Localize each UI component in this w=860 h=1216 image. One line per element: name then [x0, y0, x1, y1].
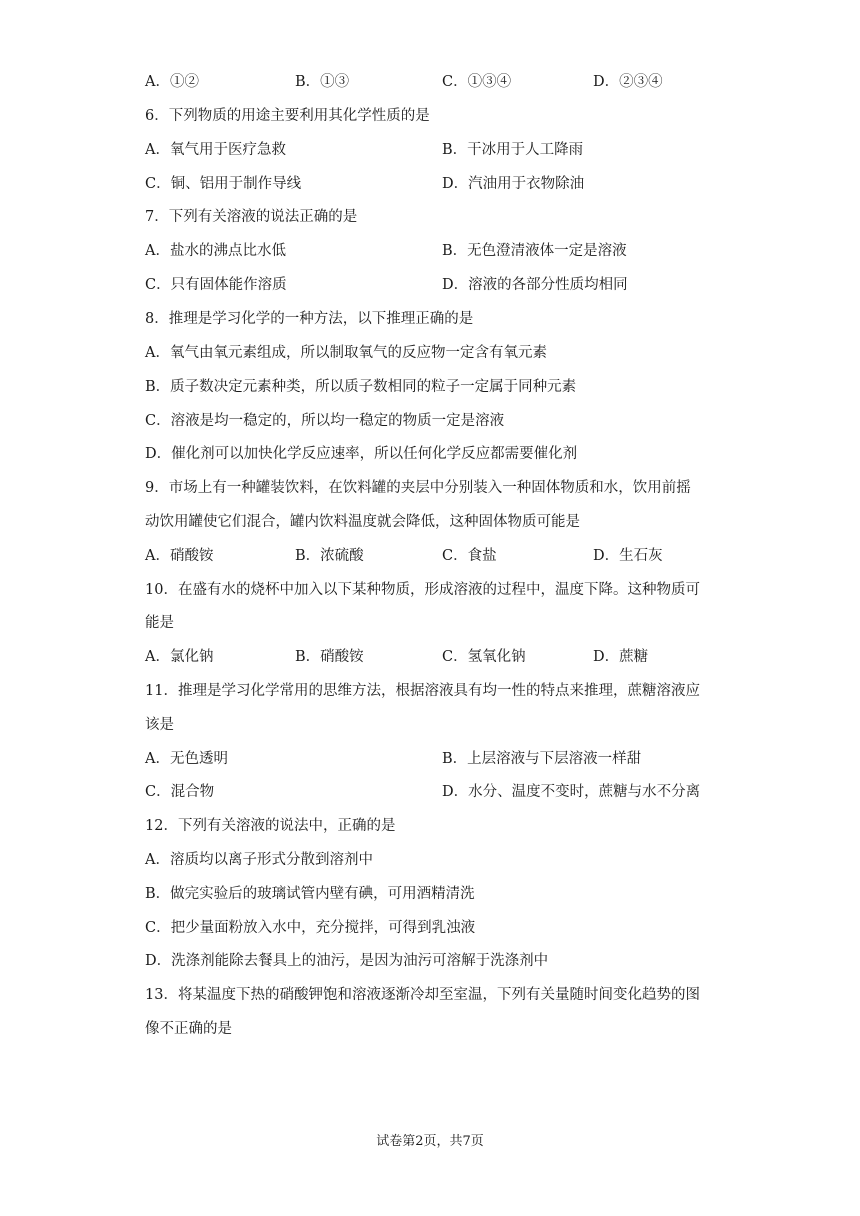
q8-option-a: A．氧气由氧元素组成，所以制取氧气的反应物一定含有氧元素 [145, 345, 547, 361]
q13-stem-line-1: 13．将某温度下热的硝酸钾饱和溶液逐渐冷却至室温，下列有关量随时间变化趋势的图 [145, 987, 700, 1003]
q11-option-b: B．上层溶液与下层溶液一样甜 [442, 751, 642, 767]
q12-option-b: B．做完实验后的玻璃试管内壁有碘，可用酒精清洗 [145, 886, 475, 902]
q9-option-d: D．生石灰 [593, 548, 663, 564]
q6-options-row-2 [145, 169, 725, 199]
q7-option-a: A．盐水的沸点比水低 [145, 243, 286, 259]
q7-stem: 7．下列有关溶液的说法正确的是 [145, 209, 358, 225]
q9-stem-line-2: 动饮用罐使它们混合，罐内饮料温度就会降低，这种固体物质可能是 [145, 514, 580, 530]
q7-option-d: D．溶液的各部分性质均相同 [442, 277, 628, 293]
q6-option-c: C．铜、铝用于制作导线 [145, 176, 302, 192]
q10-option-a: A．氯化钠 [145, 649, 214, 665]
q11-stem-line-1: 11．推理是学习化学常用的思维方法，根据溶液具有均一性的特点来推理，蔗糖溶液应 [145, 683, 700, 699]
q9-stem-line-1: 9．市场上有一种罐装饮料，在饮料罐的夹层中分别装入一种固体物质和水，饮用前摇 [145, 480, 691, 496]
q9-option-c: C．食盐 [442, 548, 497, 564]
q8-option-b: B．质子数决定元素种类，所以质子数相同的粒子一定属于同种元素 [145, 379, 577, 395]
q8-option-c: C．溶液是均一稳定的，所以均一稳定的物质一定是溶液 [145, 413, 505, 429]
q12-stem: 12．下列有关溶液的说法中，正确的是 [145, 818, 396, 834]
q7-options-row-2 [145, 270, 725, 300]
q6-stem: 6．下列物质的用途主要利用其化学性质的是 [145, 108, 430, 124]
q5-option-d: D．②③④ [593, 74, 663, 90]
q11-option-c: C．混合物 [145, 784, 215, 800]
q8-stem: 8．推理是学习化学的一种方法，以下推理正确的是 [145, 311, 474, 327]
q11-option-a: A．无色透明 [145, 751, 228, 767]
q5-option-c: C．①③④ [442, 74, 512, 90]
q10-stem-line-2: 能是 [145, 615, 174, 631]
q9-option-b: B．浓硫酸 [295, 548, 364, 564]
q10-stem-line-1: 10．在盛有水的烧杯中加入以下某种物质，形成溶液的过程中，温度下降。这种物质可 [145, 582, 700, 598]
q5-options-row [145, 67, 725, 97]
q6-option-b: B．干冰用于人工降雨 [442, 142, 584, 158]
q5-option-b: B．①③ [295, 74, 350, 90]
q11-option-d: D．水分、温度不变时，蔗糖与水不分离 [442, 784, 701, 800]
q6-options-row-1 [145, 135, 725, 165]
q9-options-row [145, 541, 725, 571]
q7-option-b: B．无色澄清液体一定是溶液 [442, 243, 627, 259]
q12-option-a: A．溶质均以离子形式分散到溶剂中 [145, 852, 373, 868]
q6-option-a: A．氧气用于医疗急救 [145, 142, 286, 158]
q11-options-row-2 [145, 777, 725, 807]
q7-option-c: C．只有固体能作溶质 [145, 277, 287, 293]
q10-option-c: C．氢氧化钠 [442, 649, 526, 665]
q5-option-a: A．①② [145, 74, 199, 90]
q11-stem-line-2: 该是 [145, 717, 174, 733]
q10-option-b: B．硝酸铵 [295, 649, 364, 665]
q12-option-d: D．洗涤剂能除去餐具上的油污，是因为油污可溶解于洗涤剂中 [145, 953, 549, 969]
page-footer: 试卷第2页，共7页 [376, 1134, 484, 1149]
q13-stem-line-2: 像不正确的是 [145, 1021, 232, 1037]
q9-option-a: A．硝酸铵 [145, 548, 214, 564]
q11-options-row-1 [145, 744, 725, 774]
q10-options-row [145, 642, 725, 672]
q7-options-row-1 [145, 236, 725, 266]
q6-option-d: D．汽油用于衣物除油 [442, 176, 585, 192]
q8-option-d: D．催化剂可以加快化学反应速率，所以任何化学反应都需要催化剂 [145, 446, 578, 462]
q12-option-c: C．把少量面粉放入水中，充分搅拌，可得到乳浊液 [145, 920, 476, 936]
q10-option-d: D．蔗糖 [593, 649, 649, 665]
